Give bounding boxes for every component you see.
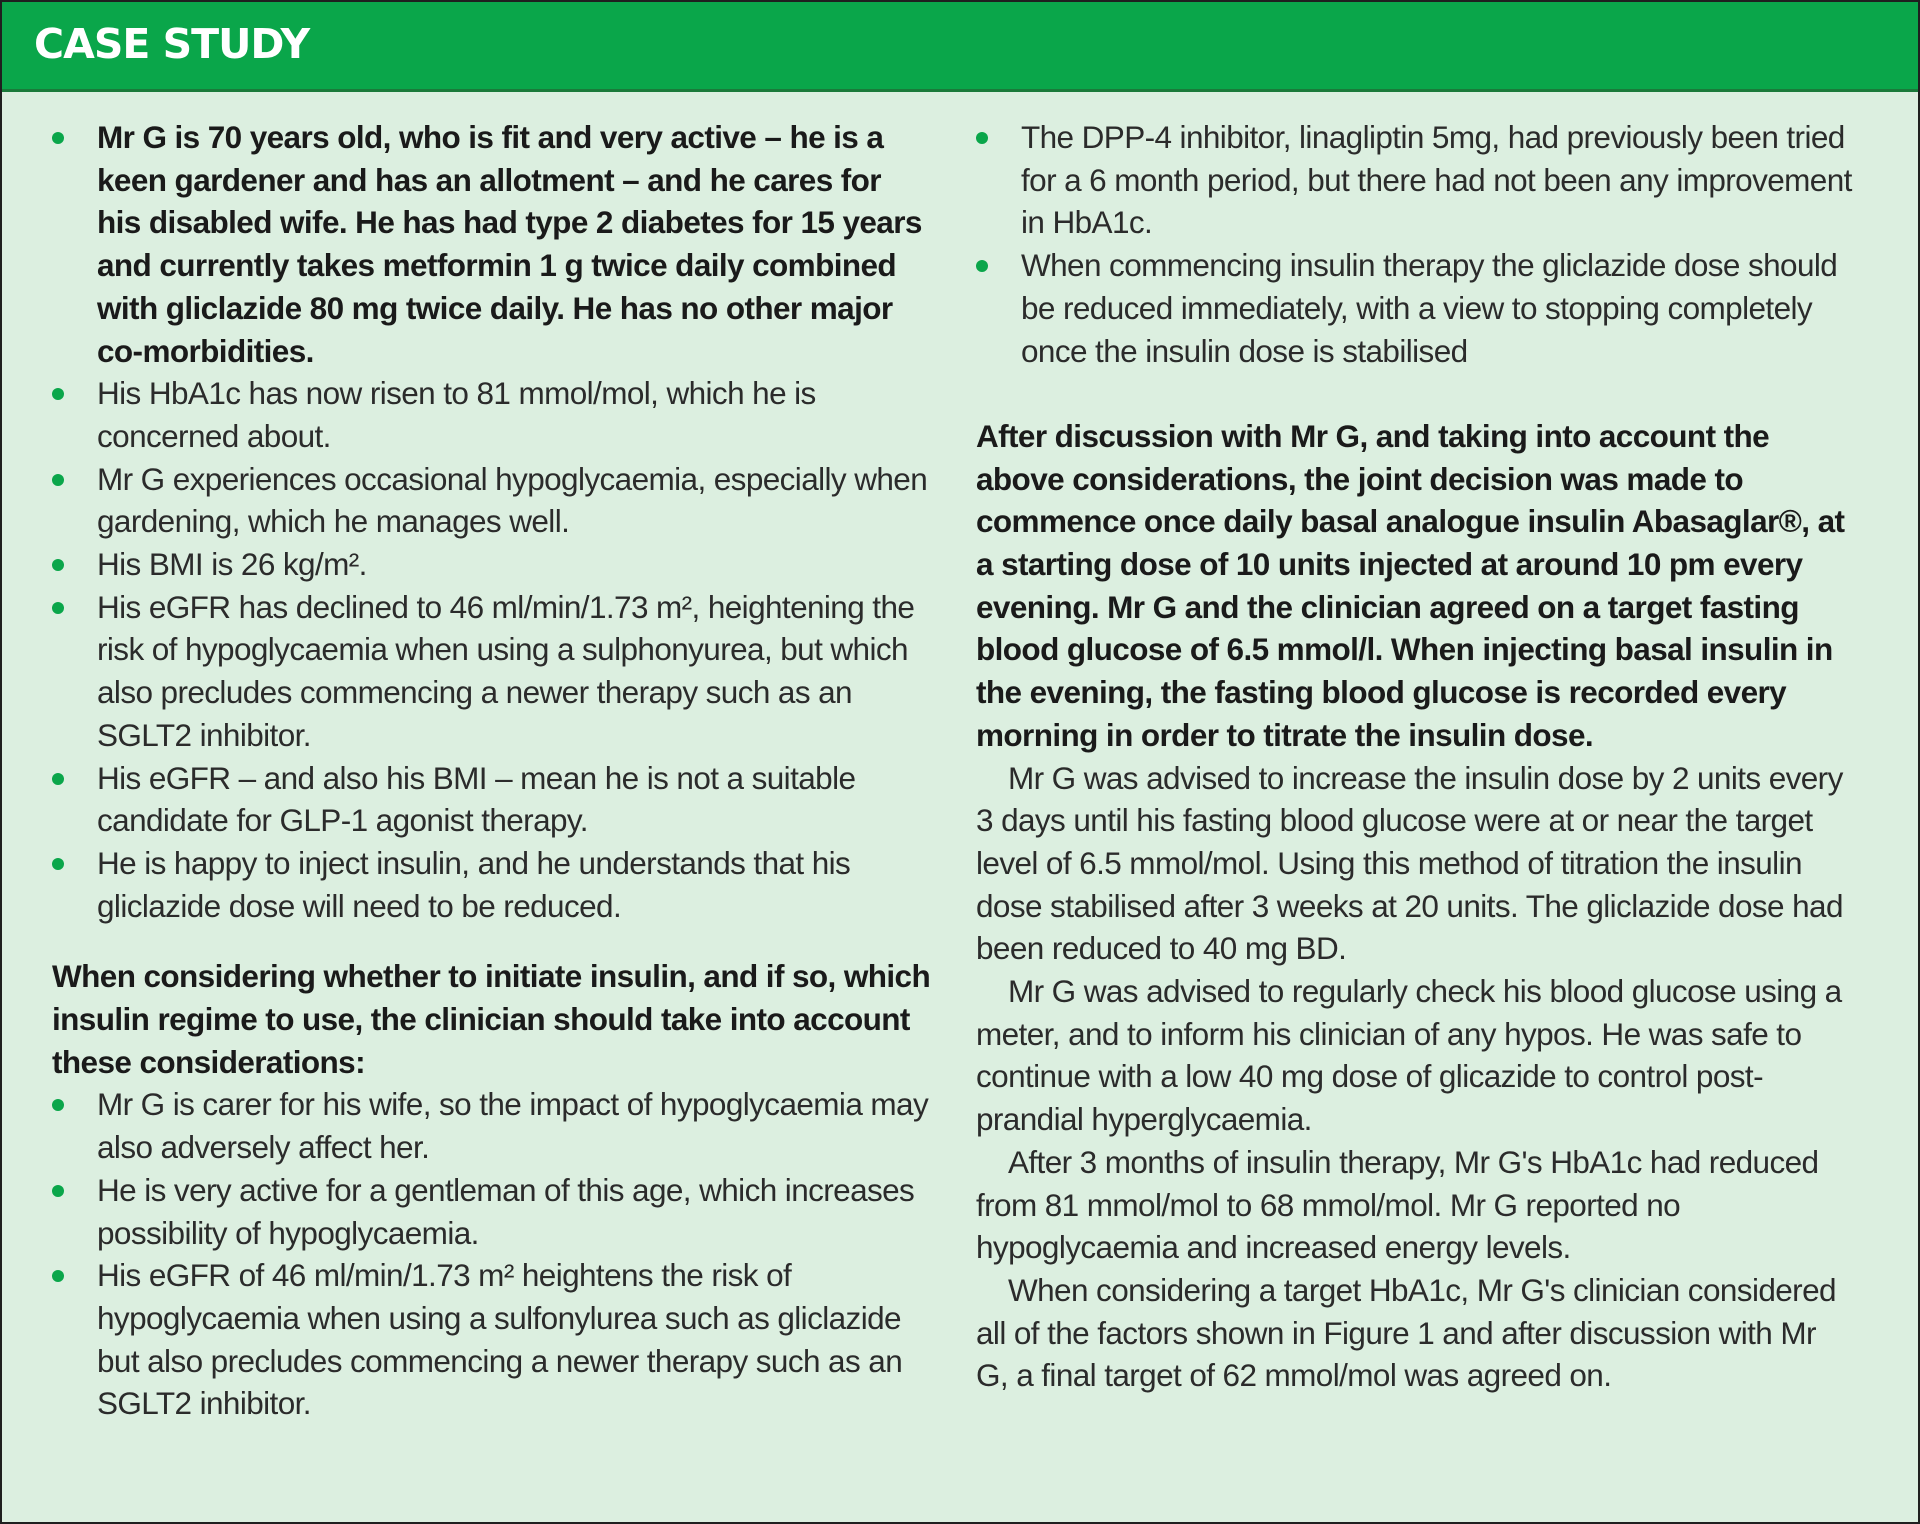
body-paragraph: Mr G was advised to increase the insulin dose by 2 units every 3 days until his fasting blood glucose were at or near the target level of 6.5 mmol/mol. Using this method of titration the insulin dose stabilised after 3 weeks at 20 units. The gliclazide dose had been reduced to 40 mg BD. <box>976 759 1843 967</box>
list-item: The DPP-4 inhibitor, linagliptin 5mg, had previously been tried for a 6 month period, but there had not been any improvement in HbA1c. <box>976 116 1856 244</box>
list-item: Mr G is 70 years old, who is fit and very active – he is a keen gardener and has an allotment – and he cares for his disabled wife. He has had type 2 diabetes for 15 years and currently takes metformin 1 g twice daily combined with gliclazide 80 mg twice daily. He has no other major co-morbidities. <box>52 116 932 372</box>
left-column <box>52 116 932 1425</box>
list-item: He is happy to inject insulin, and he understands that his gliclazide dose will need to be reduced. <box>52 842 932 927</box>
page-title: CASE STUDY <box>34 20 310 68</box>
list-item: Mr G is carer for his wife, so the impact of hypoglycaemia may also adversely affect her. <box>52 1083 932 1168</box>
case-study-header <box>2 2 1918 92</box>
list-item: He is very active for a gentleman of this age, which increases possibility of hypoglycaemia. <box>52 1169 932 1254</box>
list-item: His eGFR – and also his BMI – mean he is not a suitable candidate for GLP-1 agonist therapy. <box>52 757 932 842</box>
body-paragraph: When considering a target HbA1c, Mr G's clinician considered all of the factors shown in Figure 1 and after discussion with Mr G, a final target of 62 mmol/mol was agreed on. <box>976 1271 1836 1394</box>
right-column <box>976 116 1856 1397</box>
considerations-bullet-list <box>52 1083 932 1425</box>
considerations-heading: When considering whether to initiate insulin, and if so, which insulin regime to use, the clinician should take into account these considerations: <box>52 958 931 1080</box>
list-item: When commencing insulin therapy the gliclazide dose should be reduced immediately, with a view to stopping completely once the insulin dose is stabilised <box>976 244 1856 372</box>
list-item: His HbA1c has now risen to 81 mmol/mol, which he is concerned about. <box>52 372 932 457</box>
list-item: His eGFR of 46 ml/min/1.73 m² heightens the risk of hypoglycaemia when using a sulfonylurea such as gliclazide but also precludes commencing a newer therapy such as an SGLT2 inhibitor. <box>52 1254 932 1425</box>
list-item: Mr G experiences occasional hypoglycaemia, especially when gardening, which he manages well. <box>52 458 932 543</box>
decision-paragraph: After discussion with Mr G, and taking into account the above considerations, the joint decision was made to commence once daily basal analogue insulin Abasaglar®, at a starting dose of 10 units injected at around 10 pm every evening. Mr G and the clinician agreed on a target fasting blood glucose of 6.5 mmol/l. When injecting basal insulin in the evening, the fasting blood glucose is recorded every morning in order to titrate the insulin dose. <box>976 417 1845 753</box>
list-item: His BMI is 26 kg/m². <box>52 543 932 586</box>
body-paragraph: After 3 months of insulin therapy, Mr G's HbA1c had reduced from 81 mmol/mol to 68 mmol/mol. Mr G reported no hypoglycaemia and increased energy levels. <box>976 1143 1819 1266</box>
list-item: His eGFR has declined to 46 ml/min/1.73 m², heightening the risk of hypoglycaemia when using a sulphonyurea, but which also precludes commencing a newer therapy such as an SGLT2 inhibitor. <box>52 586 932 757</box>
right-bullet-list <box>976 116 1856 372</box>
body-paragraph: Mr G was advised to regularly check his blood glucose using a meter, and to inform his clinician of any hypos. He was safe to continue with a low 40 mg dose of glicazide to control post-prandial hyperglycaemia. <box>976 973 1842 1138</box>
intro-bullet-list <box>52 116 932 927</box>
